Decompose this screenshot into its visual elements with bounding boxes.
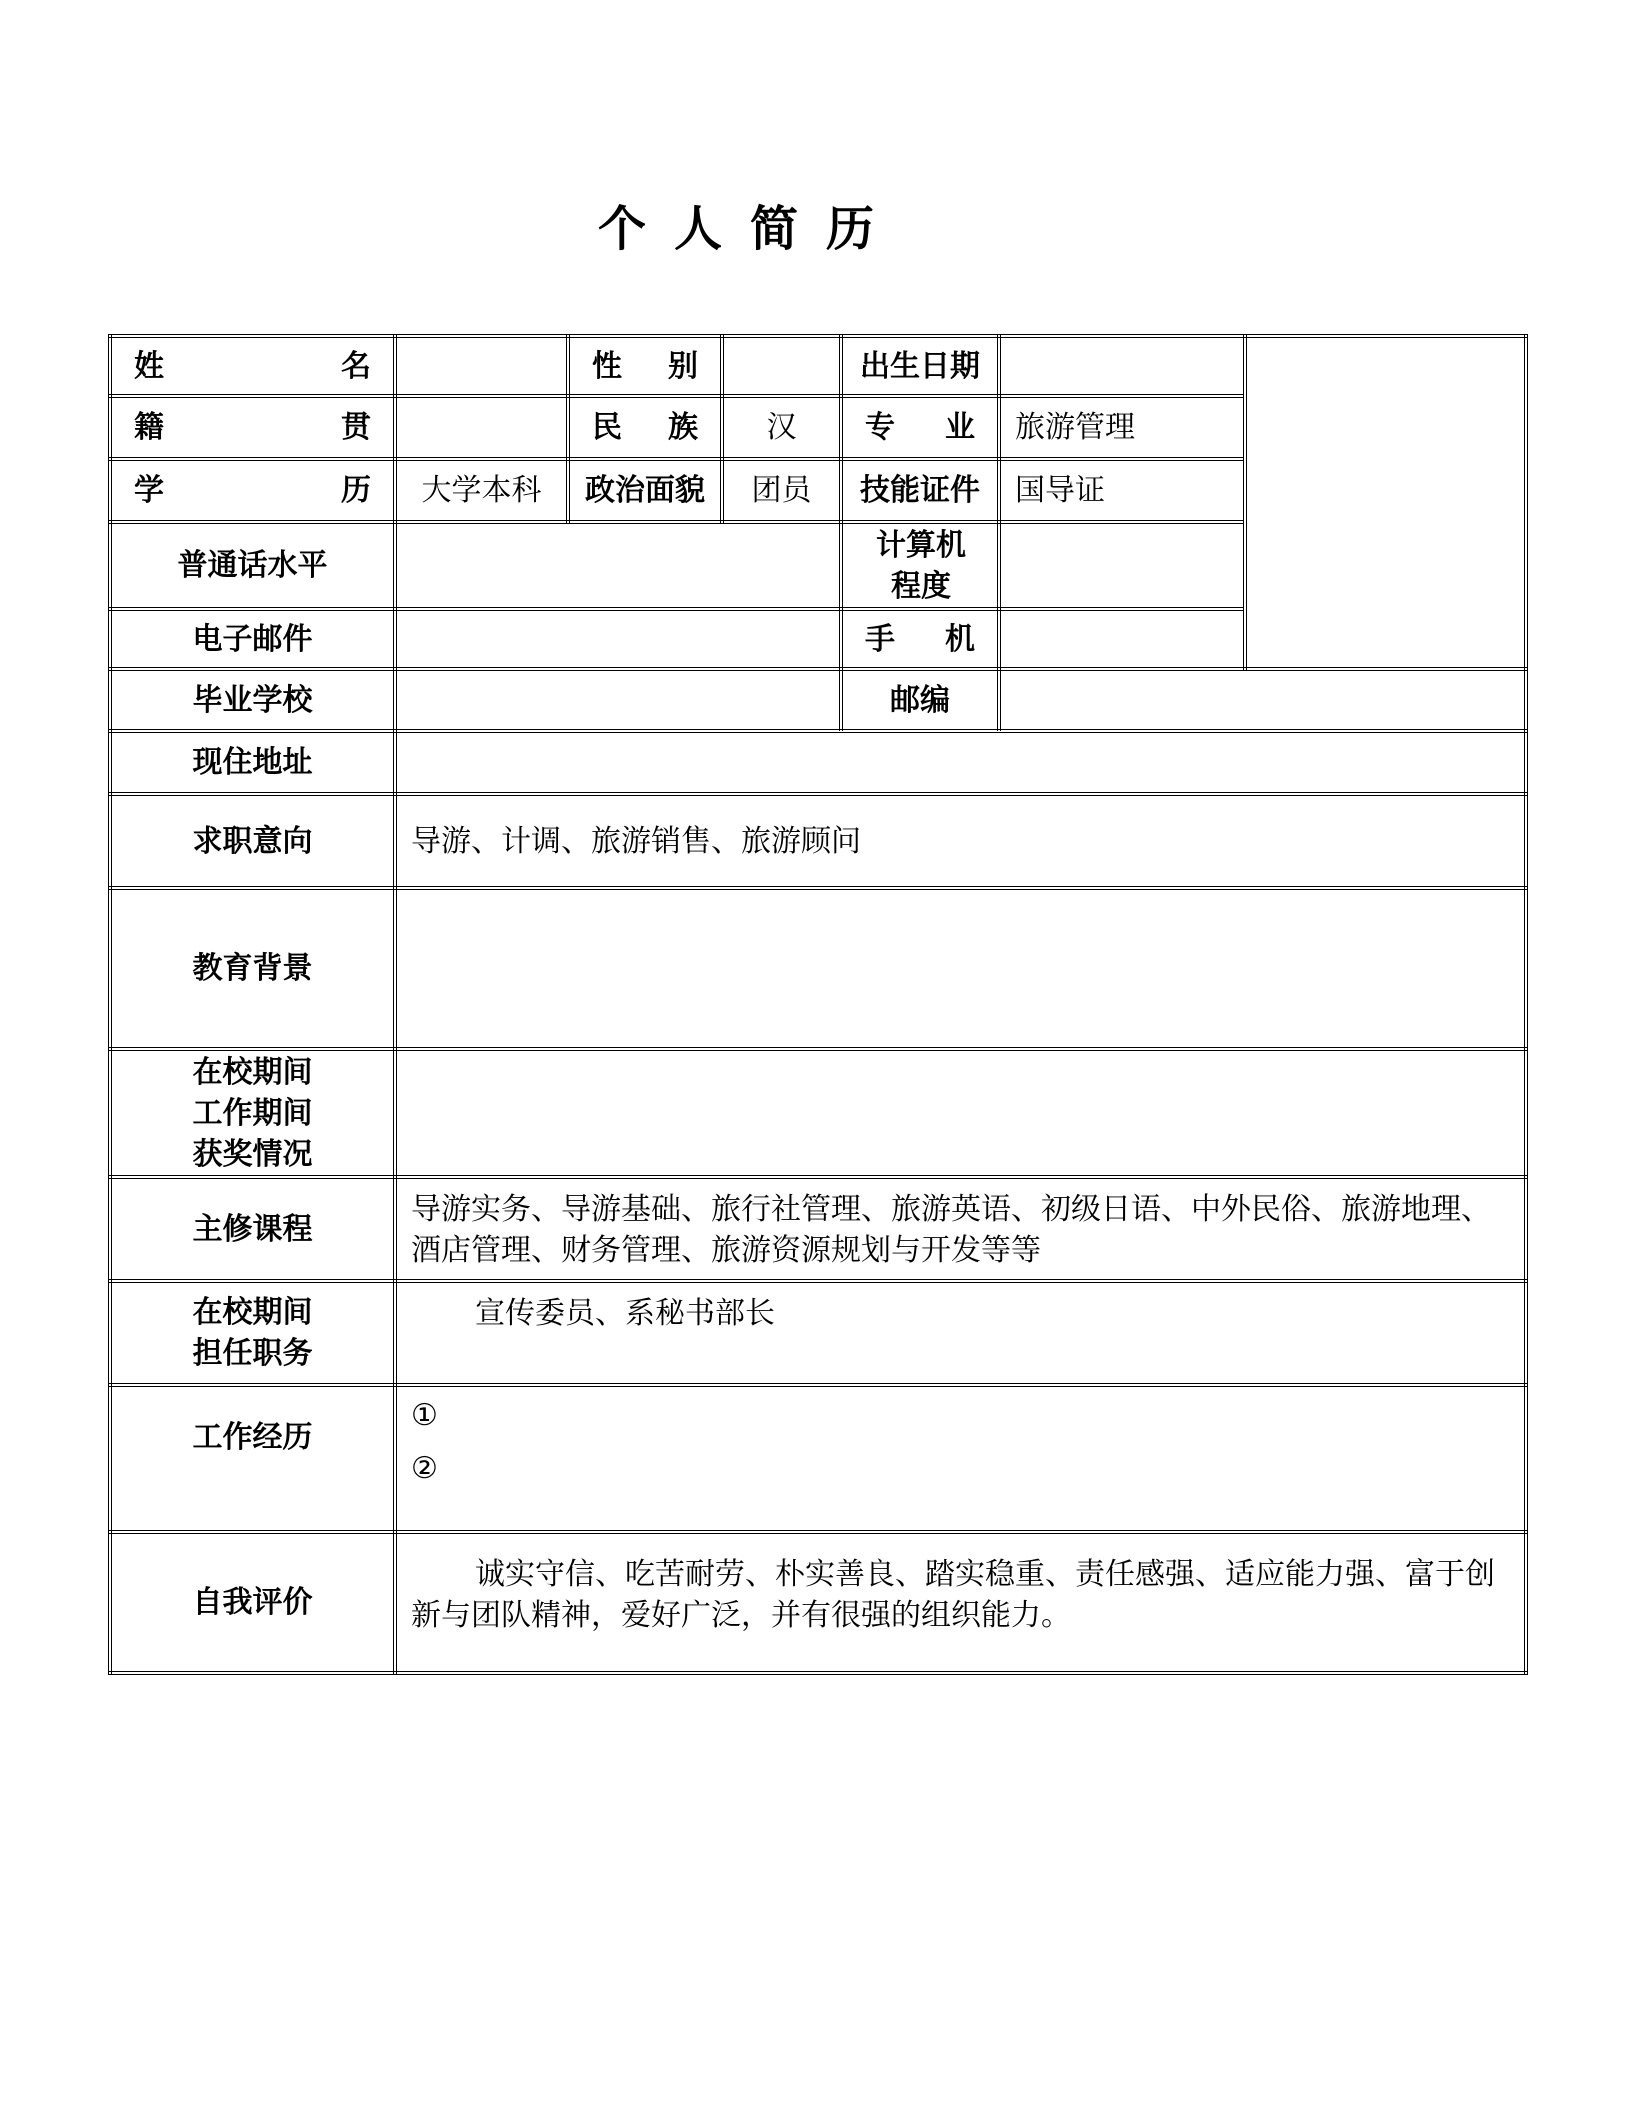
photo-box: [1247, 338, 1524, 667]
major-value: 旅游管理: [1015, 410, 1135, 445]
courses-label: 主修课程: [192, 1211, 313, 1247]
work-label: 工作经历: [192, 1419, 313, 1455]
political-label: 政治面貌: [585, 473, 705, 508]
email-value: [397, 611, 839, 667]
edu-background-label: 教育背景: [192, 951, 313, 986]
work-item: ②: [411, 1451, 438, 1486]
postcode-value: [1001, 671, 1524, 729]
name-value: [397, 338, 566, 394]
objective-label: 求职意向: [192, 823, 313, 859]
ethnic-label: 民 族: [592, 410, 698, 445]
birth-value: [1001, 338, 1243, 394]
positions-label: 在校期间 担任职务: [192, 1295, 313, 1371]
computer-label: 计算机程度: [876, 527, 966, 604]
self-eval-label: 自我评价: [192, 1585, 313, 1620]
address-value: [397, 733, 1524, 792]
edu-background-value: [397, 890, 1524, 1047]
education-value: 大学本科: [421, 473, 542, 508]
school-label: 毕业学校: [192, 682, 313, 718]
native-value: [397, 398, 566, 457]
political-value: 团员: [751, 473, 812, 508]
mobile-value: [1001, 611, 1243, 667]
email-label: 电子邮件: [192, 621, 313, 657]
work-item: ①: [411, 1398, 438, 1433]
gender-value: [724, 338, 839, 394]
mandarin-label: 普通话水平: [177, 548, 328, 583]
skill-cert-label: 技能证件: [860, 473, 980, 508]
ethnic-value: 汉: [766, 410, 797, 445]
courses-value: 导游实务、导游基础、旅行社管理、旅游英语、初级日语、中外民俗、旅游地理、酒店管理、财务管理、旅游资源规划与开发等等: [411, 1192, 1491, 1268]
awards-label: 在校期间 工作期间 获奖情况: [192, 1054, 313, 1172]
computer-value: [1001, 524, 1243, 607]
page-title: 个人简历: [597, 201, 902, 257]
major-label: 专 业: [865, 410, 975, 445]
name-label: 姓 名: [134, 348, 371, 384]
school-value: [397, 671, 839, 729]
skill-cert-value: 国导证: [1015, 473, 1105, 508]
postcode-label: 邮编: [890, 682, 950, 718]
objective-value: 导游、计调、旅游销售、旅游顾问: [411, 823, 861, 859]
work-value: [397, 1387, 1524, 1530]
address-label: 现住地址: [192, 745, 313, 780]
positions-value: 宣传委员、系秘书部长: [475, 1296, 775, 1331]
mobile-label: 手 机: [865, 621, 975, 657]
native-label: 籍 贯: [134, 410, 371, 445]
gender-label: 性 别: [592, 348, 698, 384]
awards-value: [397, 1051, 1524, 1175]
education-label: 学 历: [134, 473, 371, 508]
self-eval-value: 诚实守信、吃苦耐劳、朴实善良、踏实稳重、责任感强、适应能力强、富于创新与团队精神，爱好广泛，并有很强的组织能力。: [411, 1557, 1495, 1633]
birth-label: 出生日期: [860, 348, 980, 384]
mandarin-value: [397, 524, 839, 607]
